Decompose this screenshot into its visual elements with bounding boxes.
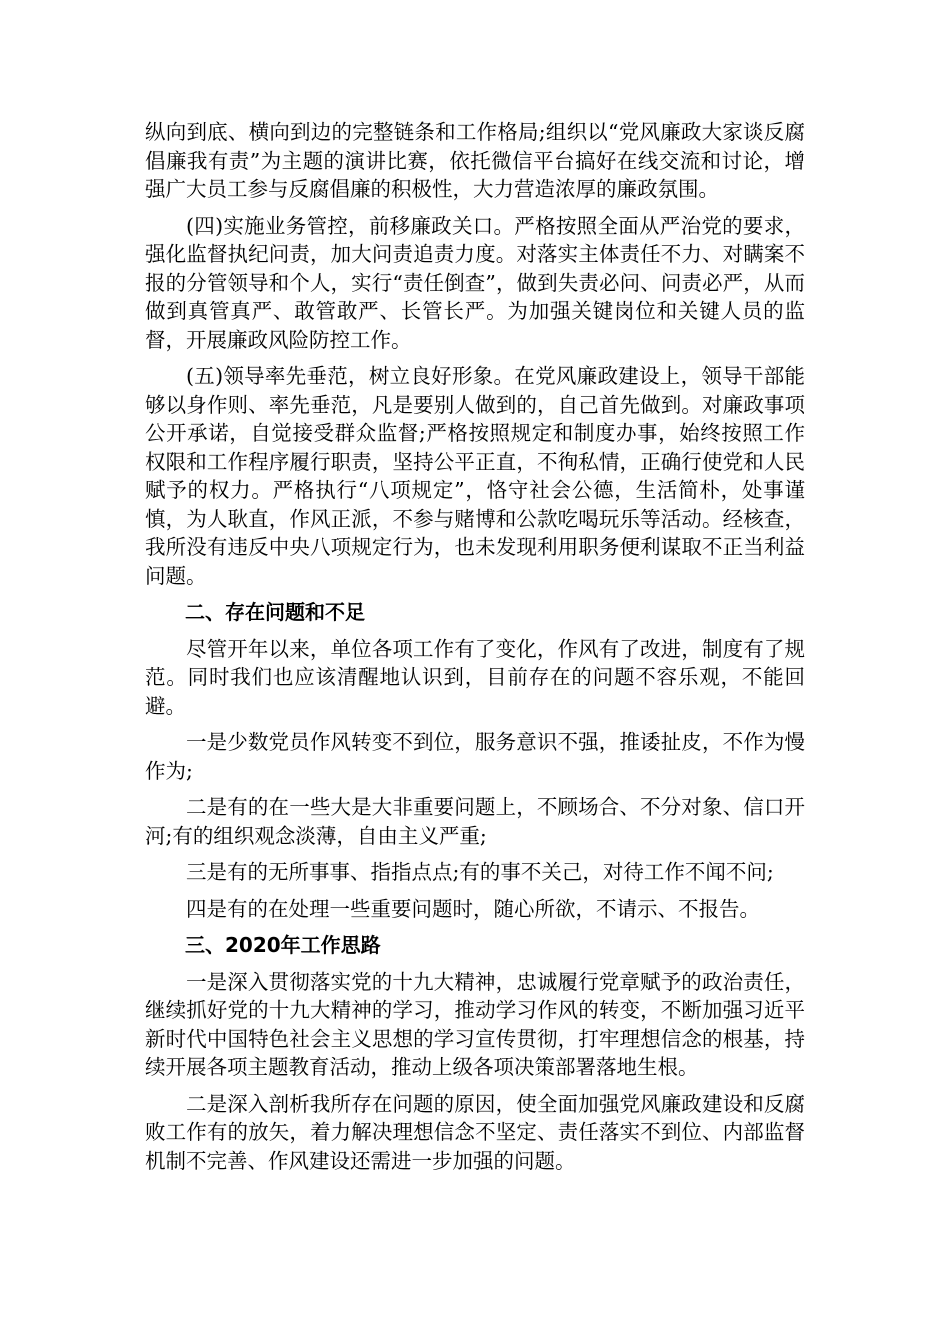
paragraph-problem-three: 三是有的无所事事、指指点点;有的事不关己，对待工作不闻不问; (186, 860, 774, 884)
paragraph-problem-four: 四是有的在处理一些重要问题时，随心所欲，不请示、不报告。 (186, 896, 760, 921)
paragraph-problem-two: 二是有的在一些大是大非重要问题上，不顾场合、不分对象、信口开河;有的组织观念淡薄，自由主义严重; (145, 795, 805, 848)
paragraph-problems-intro: 尽管开年以来，单位各项工作有了变化，作风有了改进，制度有了规范。同时我们也应该清醒地认识到，目前存在的问题不容乐观，不能回避。 (145, 636, 805, 718)
paragraph-problem-one: 一是少数党员作风转变不到位，服务意识不强，推诿扯皮，不作为慢作为; (145, 730, 805, 783)
section-heading-problems: 二、存在问题和不足 (185, 600, 365, 624)
section-heading-work-plan: 三、2020年工作思路 (185, 933, 381, 957)
document-page (145, 118, 805, 1183)
paragraph-business-control: (四)实施业务管控，前移廉政关口。严格按照全面从严治党的要求，强化监督执纪问责，加大问责追责力度。对落实主体责任不力、对瞒案不报的分管领导和个人，实行“责任倒查”，做到失责必问、问责必严，从而做到真管真严、敢管敢严、长管长严。为加强关键岗位和关键人员的监督，开展廉政风险防控工作。 (145, 213, 805, 352)
paragraph-plan-one: 一是深入贯彻落实党的十九大精神，忠诚履行党章赋予的政治责任，继续抓好党的十九大精神的学习，推动学习作风的转变，不断加强习近平新时代中国特色社会主义思想的学习宣传贯彻，打牢理想信念的根基，持续开展各项主题教育活动，推动上级各项决策部署落地生根。 (145, 969, 805, 1079)
paragraph-plan-two: 二是深入剖析我所存在问题的原因，使全面加强党风廉政建设和反腐败工作有的放矢，着力解决理想信念不坚定、责任落实不到位、内部监督机制不完善、作风建设还需进一步加强的问题。 (145, 1091, 805, 1173)
paragraph-leadership-example: (五)领导率先垂范，树立良好形象。在党风廉政建设上，领导干部能够以身作则、率先垂范，凡是要别人做到的，自己首先做到。对廉政事项公开承诺，自觉接受群众监督;严格按照规定和制度办事，始终按照工作权限和工作程序履行职责，坚持公平正直，不徇私情，正确行使党和人民赋予的权力。严格执行“八项规定”，恪守社会公德，生活简朴，处事谨慎，为人耿直，作风正派，不参与赌博和公款吃喝玩乐等活动。经核查，我所没有违反中央八项规定行为，也未发现利用职务便利谋取不正当利益问题。 (145, 364, 805, 588)
paragraph-continuation: 纵向到底、横向到边的完整链条和工作格局;组织以“党风廉政大家谈反腐倡廉我有责”为主题的演讲比赛，依托微信平台搞好在线交流和讨论，增强广大员工参与反腐倡廉的积极性，大力营造浓厚的廉政氛围。 (145, 120, 805, 201)
